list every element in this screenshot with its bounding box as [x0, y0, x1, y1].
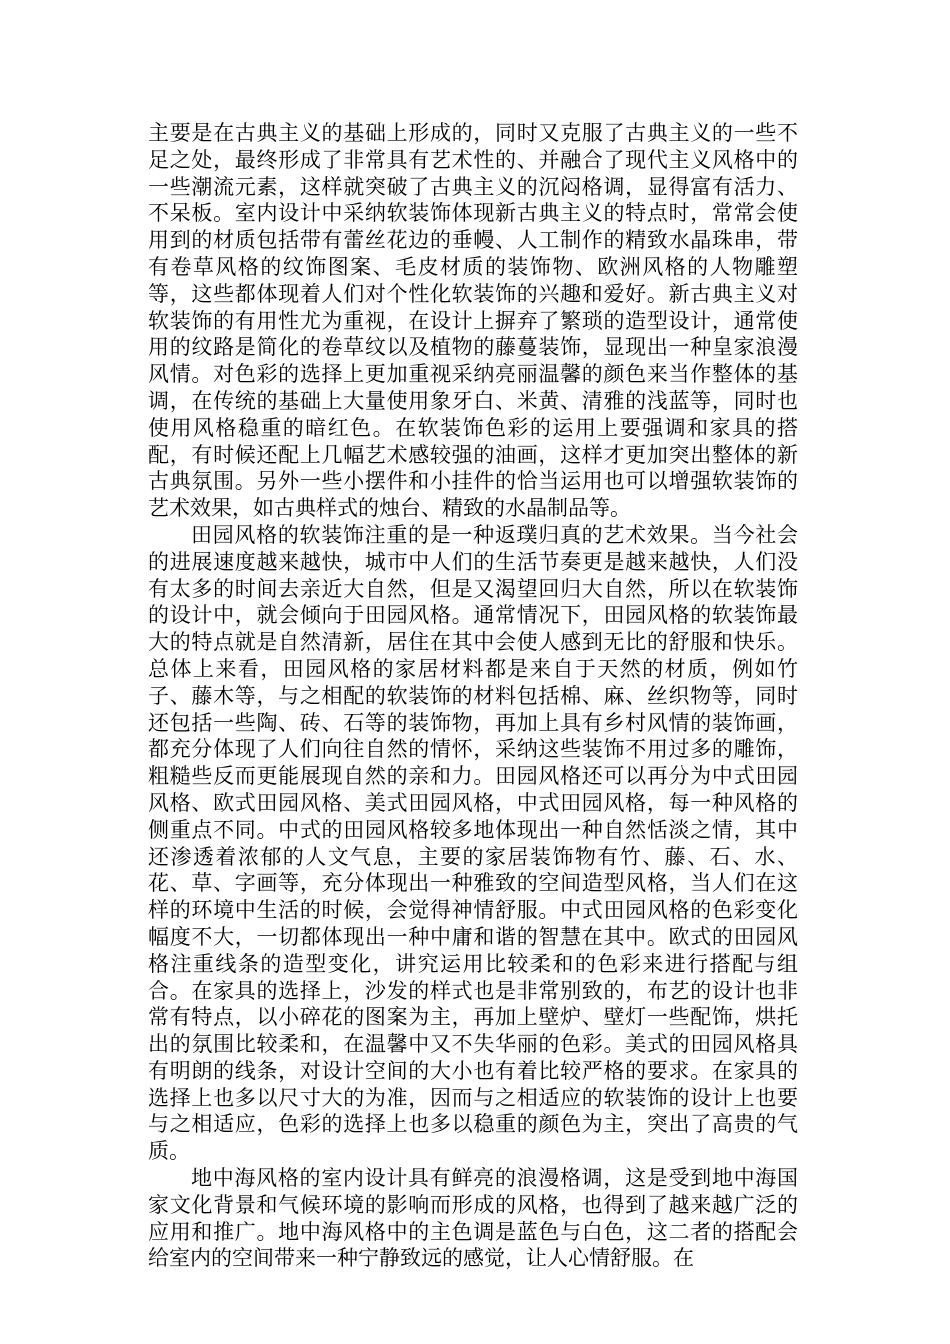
body-text — [148, 120, 798, 1272]
paragraph-neoclassical: 主要是在古典主义的基础上形成的，同时又克服了古典主义的一些不足之处，最终形成了非常具有艺术性的、并融合了现代主义风格中的一些潮流元素，这样就突破了古典主义的沉闷格调，显得富有活力、不呆板。室内设计中采纳软装饰体现新古典主义的特点时，常常会使用到的材质包括带有蕾丝花边的垂幔、人工制作的精致水晶珠串，带有卷草风格的纹饰图案、毛皮材质的装饰物、欧洲风格的人物雕塑等，这些都体现着人们对个性化软装饰的兴趣和爱好。新古典主义对软装饰的有用性尤为重视，在设计上摒弃了繁琐的造型设计，通常使用的纹路是简化的卷草纹以及植物的藤蔓装饰，显现出一种皇家浪漫风情。对色彩的选择上更加重视采纳亮丽温馨的颜色来当作整体的基调，在传统的基础上大量使用象牙白、米黄、清雅的浅蓝等，同时也使用风格稳重的暗红色。在软装饰色彩的运用上要强调和家具的搭配，有时候还配上几幅艺术感较强的油画，这样才更加突出整体的新古典氛围。另外一些小摆件和小挂件的恰当运用也可以增强软装饰的艺术效果，如古典样式的烛台、精致的水晶制品等。 — [148, 121, 798, 521]
paragraph-mediterranean-style: 地中海风格的室内设计具有鲜亮的浪漫格调，这是受到地中海国家文化背景和气候环境的影响而形成的风格，也得到了越来越广泛的应用和推广。地中海风格中的主色调是蓝色与白色，这二者的搭配会给室内的空间带来一种宁静致远的感觉，让人心情舒服。在 — [148, 1166, 798, 1271]
paragraph-pastoral-style: 田园风格的软装饰注重的是一种返璞归真的艺术效果。当今社会的进展速度越来越快，城市中人们的生活节奏更是越来越快，人们没有太多的时间去亲近大自然，但是又渴望回归大自然，所以在软装饰的设计中，就会倾向于田园风格。通常情况下，田园风格的软装饰最大的特点就是自然清新，居住在其中会使人感到无比的舒服和快乐。总体上来看，田园风格的家居材料都是来自于天然的材质，例如竹子、藤木等，与之相配的软装饰的材料包括棉、麻、丝织物等，同时还包括一些陶、砖、石等的装饰物，再加上具有乡村风情的装饰画，都充分体现了人们向往自然的情怀，采纳这些装饰不用过多的雕饰，粗糙些反而更能展现自然的亲和力。田园风格还可以再分为中式田园风格、欧式田园风格、美式田园风格，中式田园风格，每一种风格的侧重点不同。中式的田园风格较多地体现出一种自然恬淡之情，其中还渗透着浓郁的人文气息，主要的家居装饰物有竹、藤、石、水、花、草、字画等，充分体现出一种雅致的空间造型风格，当人们在这样的环境中生活的时候，会觉得神情舒服。中式田园风格的色彩变化幅度不大，一切都体现出一种中庸和谐的智慧在其中。欧式的田园风格注重线条的造型变化，讲究运用比较柔和的色彩来进行搭配与组合。在家具的选择上，沙发的样式也是非常别致的，布艺的设计也非常有特点，以小碎花的图案为主，再加上壁炉、壁灯一些配饰，烘托出的氛围比较柔和，在温馨中又不失华丽的色彩。美式的田园风格具有明朗的线条，对设计空间的大小也有着比较严格的要求。在家具的选择上也多以尺寸大的为准，因而与之相适应的软装饰的设计上也要与之相适应，色彩的选择上也多以稳重的颜色为主，突出了高贵的气质。 — [148, 522, 798, 1164]
